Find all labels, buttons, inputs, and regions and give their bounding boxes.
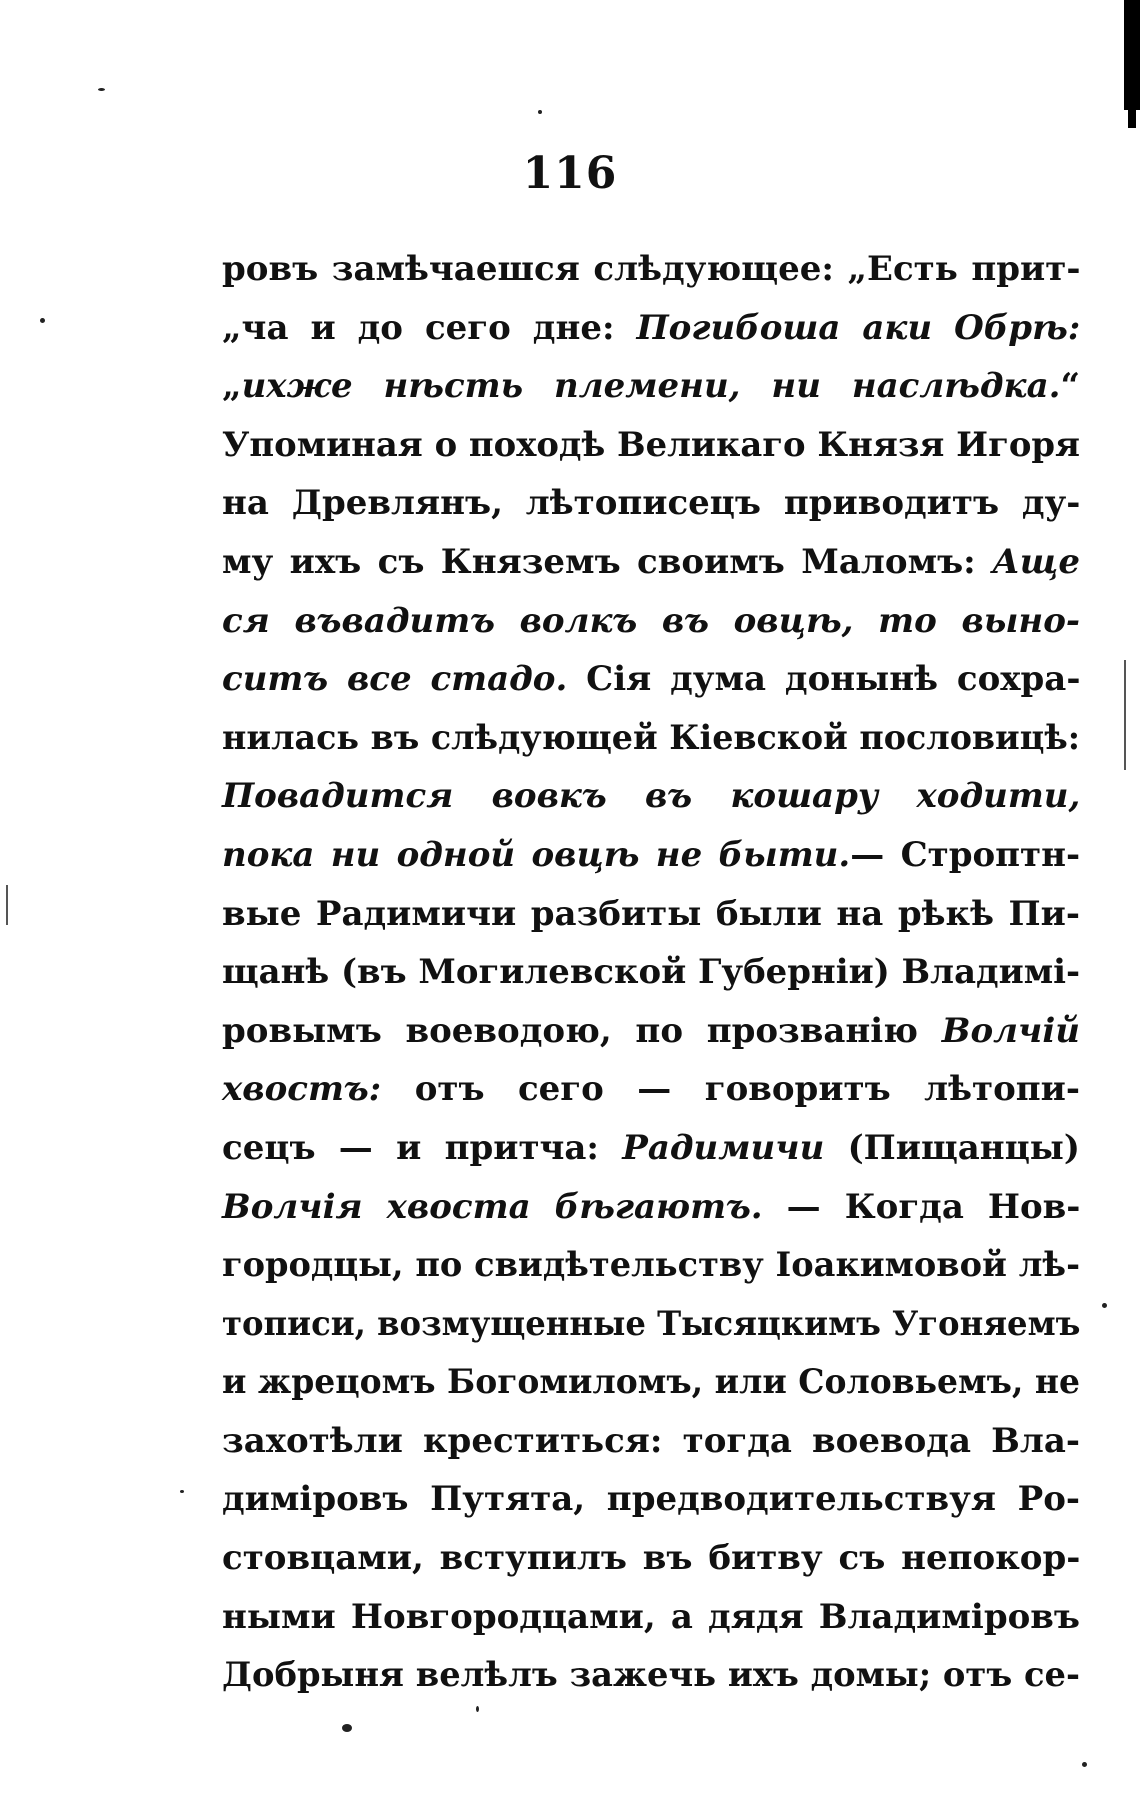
text-line <box>222 885 1080 944</box>
paper-speck <box>342 1724 352 1732</box>
text-line <box>222 650 1080 709</box>
paper-speck <box>40 318 45 323</box>
italic-text: ихже нѣсть племени, ни наслѣдка. <box>241 366 1061 407</box>
italic-text: Радимичи <box>622 1127 825 1168</box>
text-run: ровымъ воеводою, по прозванію <box>222 1010 942 1051</box>
italic-text: Волчія хвоста бѣгаютъ. <box>222 1186 763 1227</box>
italic-text: Погибоша аки Обрѣ: <box>636 307 1081 348</box>
text-run: Сія дума донынѣ сохра- <box>567 659 1081 700</box>
text-line <box>222 826 1080 885</box>
body-text <box>222 240 1080 1705</box>
italic-text: ситъ все стадо. <box>222 659 568 700</box>
text-run: му ихъ съ Княземъ своимъ Маломъ: <box>222 541 993 582</box>
text-line <box>222 416 1080 475</box>
text-run: диміровъ Путята, предводительствуя Ро- <box>222 1479 1080 1520</box>
text-run: Добрыня велѣлъ зажечь ихъ домы; отъ се- <box>222 1655 1080 1696</box>
binding-edge-mark <box>1124 0 1140 110</box>
text-line <box>222 240 1080 299</box>
text-line <box>222 357 1080 416</box>
text-line <box>222 1646 1080 1705</box>
text-run: на Древлянъ, лѣтописецъ приводитъ ду- <box>222 483 1081 524</box>
text-line <box>222 1119 1080 1178</box>
paper-speck <box>1082 1762 1087 1767</box>
text-run: сецъ — и притча: <box>222 1127 623 1168</box>
text-run: городцы, по свидѣтельству Іоакимовой лѣ- <box>222 1245 1081 1286</box>
paper-speck <box>180 1490 184 1493</box>
text-line <box>222 1470 1080 1529</box>
text-run: „ча и до сего дне: <box>222 307 637 348</box>
text-run: ными Новгородцами, а дядя Владиміровъ <box>222 1596 1080 1637</box>
text-run: захотѣли креститься: тогда воевода Вла- <box>222 1420 1080 1461</box>
text-run: — Когда Нов- <box>762 1186 1081 1227</box>
text-run: ровъ замѣчаешся слѣдующее: „Есть прит- <box>222 249 1081 289</box>
text-line <box>222 1588 1080 1647</box>
italic-text: ся въвадитъ волкъ въ овцѣ, то выно- <box>222 600 1080 641</box>
page-edge-line <box>1124 660 1126 770</box>
text-line <box>222 943 1080 1002</box>
text-line <box>222 709 1080 768</box>
text-line <box>222 1236 1080 1295</box>
paper-speck <box>98 88 105 91</box>
paper-speck <box>1102 1303 1107 1308</box>
italic-text: Аще <box>992 541 1080 582</box>
text-run: „ <box>222 366 242 407</box>
text-run: и жрецомъ Богомиломъ, или Соловьемъ, не <box>222 1362 1081 1403</box>
paper-speck <box>476 1706 479 1712</box>
paper-speck <box>538 110 542 114</box>
text-run: Упоминая о походѣ Великаго Князя Игоря <box>222 424 1080 465</box>
text-line <box>222 592 1080 651</box>
text-line <box>222 1529 1080 1588</box>
page-edge-line <box>6 885 8 925</box>
text-run: — Строптн- <box>850 834 1081 875</box>
binding-edge-mark-tip <box>1128 110 1136 128</box>
text-line <box>222 474 1080 533</box>
text-line <box>222 1060 1080 1119</box>
italic-text: Повадится вовкъ въ кошару ходити, <box>222 776 1081 817</box>
italic-text: хвостъ: <box>222 1069 382 1110</box>
text-line <box>222 299 1080 358</box>
text-run: вые Радимичи разбиты были на рѣкѣ Пи- <box>222 893 1080 934</box>
text-run: отъ сего — говоритъ лѣтопи- <box>381 1069 1080 1110</box>
text-run: “ <box>1060 366 1080 407</box>
text-line <box>222 767 1080 826</box>
page-number: 116 <box>522 148 618 199</box>
italic-text: пока ни одной овцѣ не быти. <box>222 834 851 875</box>
text-run: тописи, возмущенные Тысяцкимъ Угоняемъ <box>222 1303 1081 1344</box>
text-run: стовцами, вступилъ въ битву съ непокор- <box>222 1538 1081 1579</box>
italic-text: Волчій <box>941 1010 1080 1051</box>
text-run: (Пищанцы) <box>824 1127 1080 1168</box>
text-line <box>222 1412 1080 1471</box>
text-line <box>222 533 1080 592</box>
text-run: щанѣ (въ Могилевской Губерніи) Владимі- <box>222 952 1081 993</box>
text-line <box>222 1295 1080 1354</box>
text-run: нилась въ слѣдующей Кіевской пословицѣ: <box>222 717 1081 758</box>
text-line <box>222 1353 1080 1412</box>
text-line <box>222 1002 1080 1061</box>
text-line <box>222 1178 1080 1237</box>
